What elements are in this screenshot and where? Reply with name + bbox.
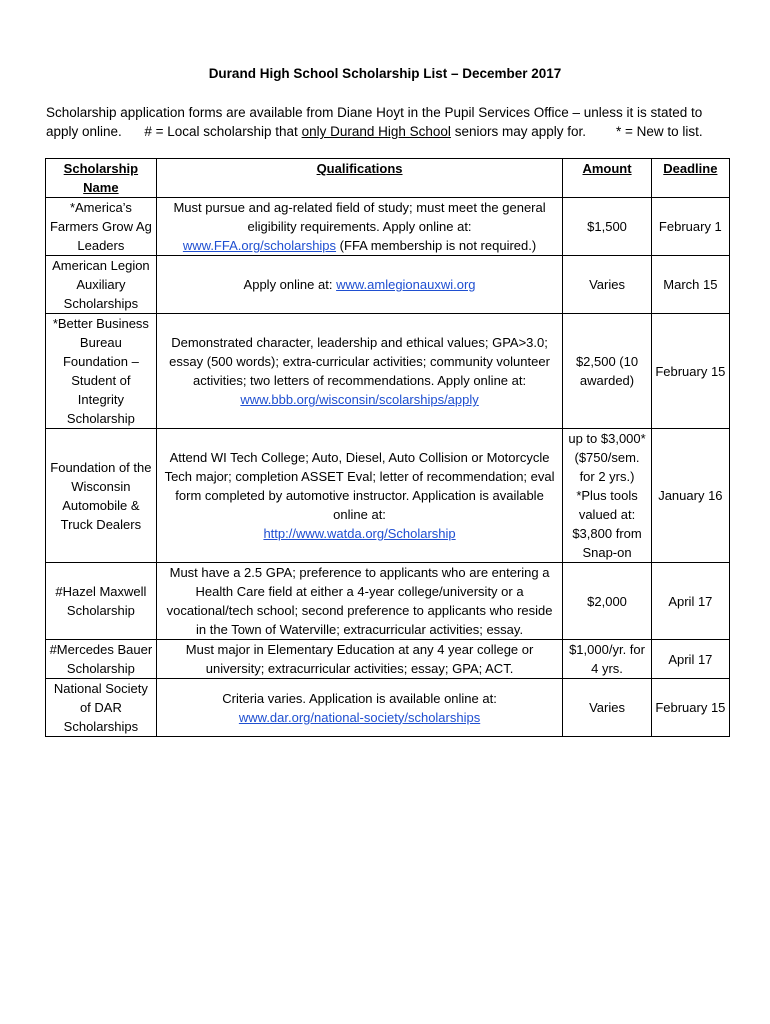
intro-line-1: Scholarship application forms are available from Diane Hoyt in the Pupil Services Office – unless it is stated to bbox=[46, 105, 703, 120]
cell-deadline: February 1 bbox=[651, 198, 729, 256]
qual-text: Must pursue and ag-related field of study; must meet the general eligibility requirements. Apply online at: bbox=[173, 200, 546, 234]
table-row bbox=[46, 198, 730, 256]
cell-amount: $1,000/yr. for 4 yrs. bbox=[563, 640, 651, 679]
table-row bbox=[46, 256, 730, 314]
cell-amount: Varies bbox=[563, 256, 651, 314]
qual-after: (FFA membership is not required.) bbox=[339, 238, 537, 253]
cell-qualifications bbox=[156, 198, 563, 256]
cell-amount: $1,500 bbox=[563, 198, 651, 256]
table-row bbox=[46, 640, 730, 679]
table-row bbox=[46, 314, 730, 429]
cell-deadline: February 15 bbox=[651, 314, 729, 429]
cell-name: Foundation of the Wisconsin Automobile & Truck Dealers bbox=[46, 429, 157, 563]
cell-qualifications bbox=[156, 429, 563, 563]
header-name: Scholarship Name bbox=[46, 159, 157, 198]
qual-link[interactable]: http://www.watda.org/Scholarship bbox=[263, 526, 456, 541]
cell-deadline: February 15 bbox=[651, 679, 729, 737]
cell-amount: $2,500 (10 awarded) bbox=[563, 314, 651, 429]
cell-deadline: April 17 bbox=[651, 563, 729, 640]
qual-link[interactable]: www.dar.org/national-society/scholarships bbox=[238, 709, 481, 725]
header-amount: Amount bbox=[563, 159, 651, 198]
cell-amount: $2,000 bbox=[563, 563, 651, 640]
intro-seniors: seniors may apply for. bbox=[454, 124, 586, 139]
cell-deadline: January 16 bbox=[651, 429, 729, 563]
cell-amount: Varies bbox=[563, 679, 651, 737]
intro-apply-online: apply online. bbox=[46, 124, 122, 139]
table-header-row bbox=[46, 159, 730, 198]
cell-amount: up to $3,000* ($750/sem. for 2 yrs.) *Plus tools valued at: $3,800 from Snap-on bbox=[563, 429, 651, 563]
header-deadline: Deadline bbox=[651, 159, 729, 198]
cell-qualifications bbox=[156, 679, 563, 737]
page-title: Durand High School Scholarship List – December 2017 bbox=[208, 66, 562, 81]
qual-text: Demonstrated character, leadership and ethical values; GPA>3.0; essay (500 words); extra-curricular activities; community volunteer activities; two letters of recommendations. Apply online at: bbox=[169, 335, 550, 388]
cell-qualifications bbox=[156, 314, 563, 429]
intro-durand-only: only Durand High School bbox=[301, 124, 451, 139]
cell-qualifications bbox=[156, 640, 563, 679]
cell-name: National Society of DAR Scholarships bbox=[46, 679, 157, 737]
cell-name: American Legion Auxiliary Scholarships bbox=[46, 256, 157, 314]
cell-name: *America’s Farmers Grow Ag Leaders bbox=[46, 198, 157, 256]
qual-text: Apply online at: bbox=[243, 277, 333, 292]
qual-text: Must have a 2.5 GPA; preference to applicants who are entering a Health Care field at either a 4-year college/university or a vocational/tech school; second preference to applicants who reside in the Town of Waterville; extracurricular activities; essay. bbox=[166, 565, 553, 637]
qual-text: Criteria varies. Application is available online at: bbox=[222, 690, 497, 706]
qual-link[interactable]: www.FFA.org/scholarships bbox=[182, 238, 337, 253]
scholarship-table bbox=[45, 158, 730, 737]
cell-qualifications bbox=[156, 256, 563, 314]
qual-text: Attend WI Tech College; Auto, Diesel, Auto Collision or Motorcycle Tech major; completion ASSET Eval; letter of recommendation; eval form completed by automotive instructor. Application is available online at: bbox=[164, 450, 555, 522]
cell-deadline: March 15 bbox=[651, 256, 729, 314]
qual-link[interactable]: www.bbb.org/wisconsin/scolarships/apply bbox=[240, 392, 479, 407]
cell-name: #Mercedes Bauer Scholarship bbox=[46, 640, 157, 679]
intro-local-note: # = Local scholarship that bbox=[144, 124, 298, 139]
table-row bbox=[46, 563, 730, 640]
cell-deadline: April 17 bbox=[651, 640, 729, 679]
qual-link[interactable]: www.amlegionauxwi.org bbox=[336, 277, 476, 292]
cell-name: #Hazel Maxwell Scholarship bbox=[46, 563, 157, 640]
intro-paragraph bbox=[46, 103, 736, 141]
table-row bbox=[46, 679, 730, 737]
qual-text: Must major in Elementary Education at any 4 year college or university; extracurricular activities; essay; GPA; ACT. bbox=[185, 642, 534, 676]
cell-name: *Better Business Bureau Foundation – Student of Integrity Scholarship bbox=[46, 314, 157, 429]
intro-new-note: * = New to list. bbox=[616, 124, 703, 139]
header-qualifications: Qualifications bbox=[156, 159, 563, 198]
cell-qualifications bbox=[156, 563, 563, 640]
table-row bbox=[46, 429, 730, 563]
